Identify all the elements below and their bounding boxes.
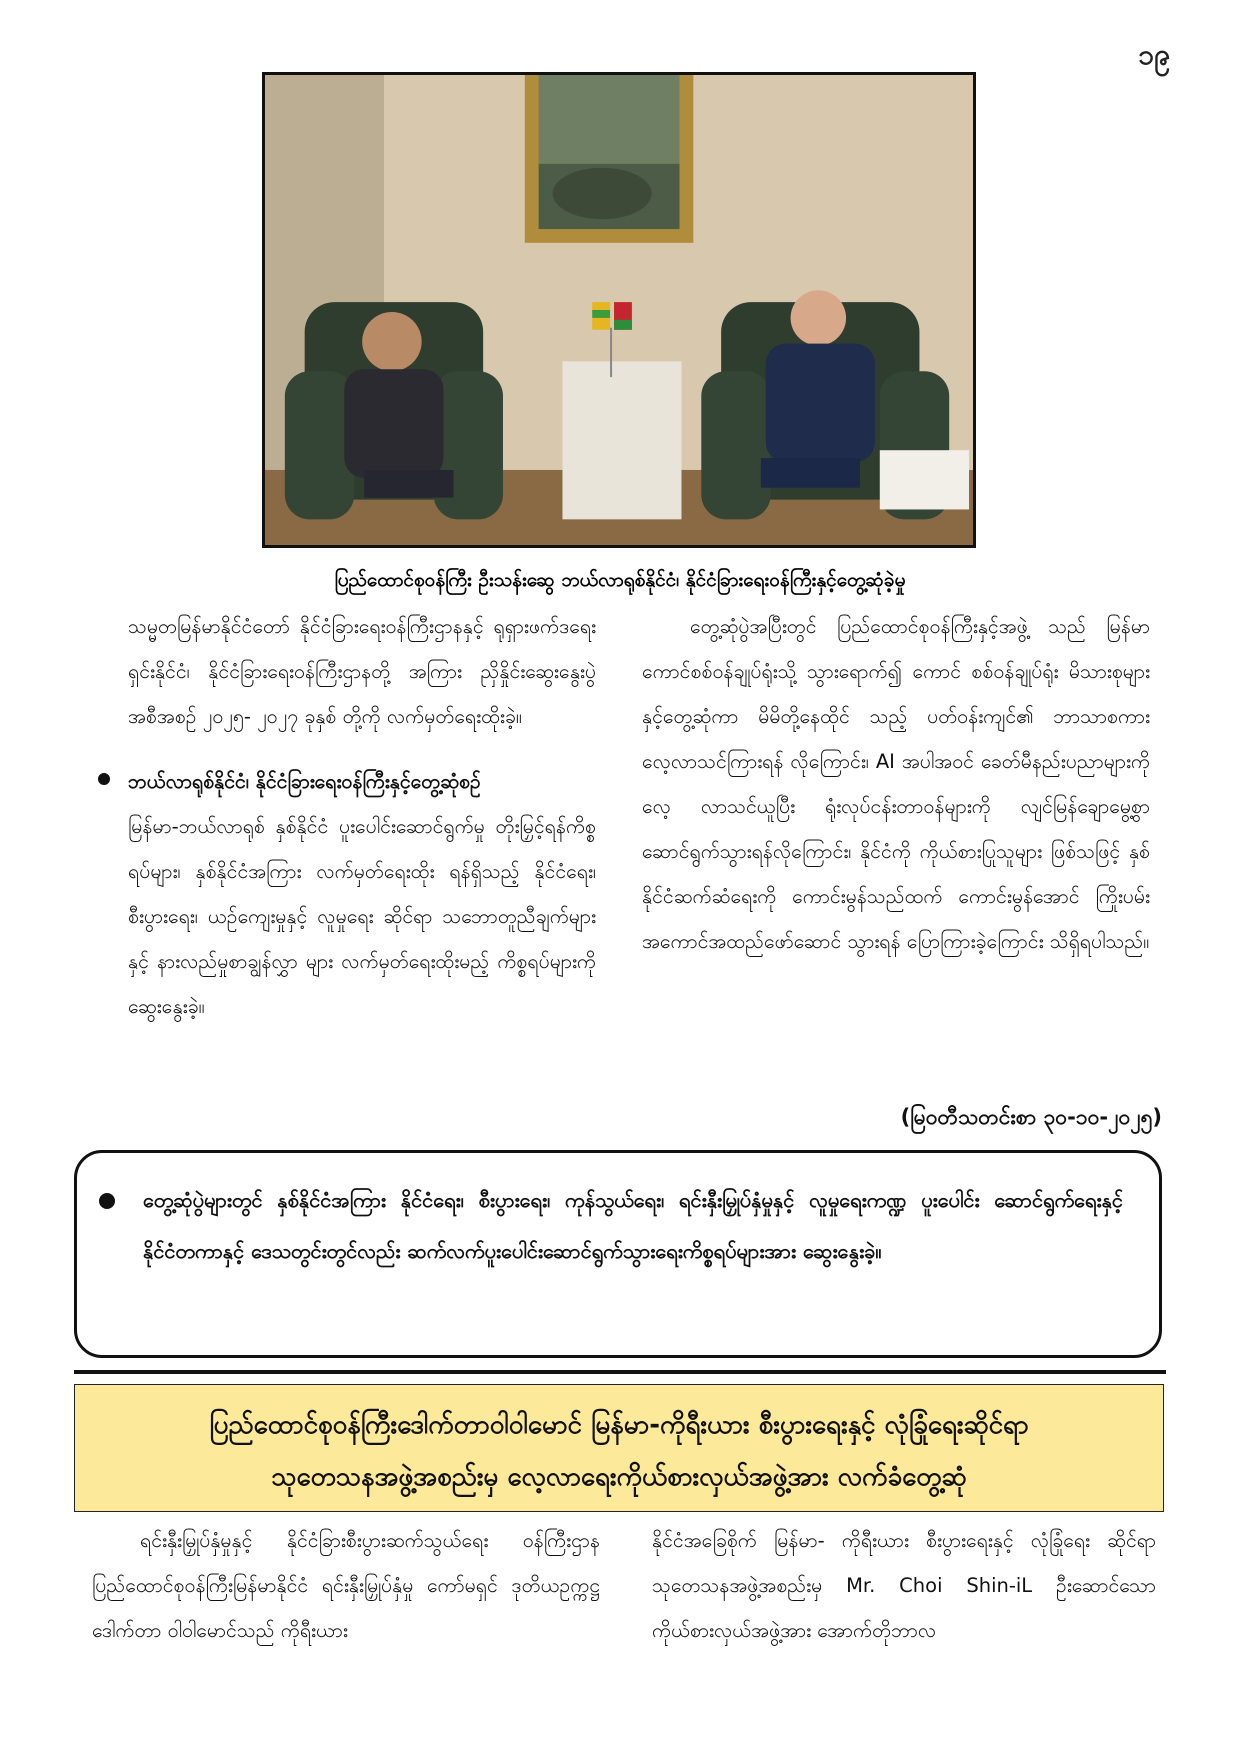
bottom-left-column (92, 1518, 600, 1653)
source-citation: (မြဝတီသတင်းစာ ၃၀-၁၀-၂၀၂၅) (900, 1105, 1162, 1129)
left-paragraph-1: သမ္မတမြန်မာနိုင်ငံတော် နိုင်ငံခြားရေးဝန်ကြီးဌာနနှင့် ရုရှားဖက်ဒရေးရှင်းနိုင်ငံ၊ နိုင်ငံခြားရေးဝန်ကြီးဌာနတို့ အကြား ညှိနှိုင်းဆွေးနွေးပွဲအစီအစဉ် ၂၀၂၅- ၂၀၂၇ ခုနှစ် တို့ကို လက်မှတ်ရေးထိုးခဲ့။ (128, 615, 596, 728)
article-headline (74, 1384, 1164, 1512)
right-paragraph-1: တွေ့ဆုံပွဲအပြီးတွင် ပြည်ထောင်စုဝန်ကြီးနှင့်အဖွဲ့ သည် မြန်မာကောင်စစ်ဝန်ချုပ်ရုံးသို့ သွားရောက်၍ ကောင် စစ်ဝန်ချုပ်ရုံး မိသားစုများနှင့်တွေ့ဆုံကာ မိမိတို့နေထိုင် သည့် ပတ်ဝန်းကျင်၏ ဘာသာစကားလေ့လာသင်ကြားရန် လိုကြောင်း၊ AI အပါအဝင် ခေတ်မီနည်းပညာများကို လေ့ လာသင်ယူပြီး ရုံးလုပ်ငန်းတာဝန်များကို လျင်မြန်ချောမွေ့စွာ ဆောင်ရွက်သွားရန်လိုကြောင်း၊ နိုင်ငံကို ကိုယ်စားပြုသူများ ဖြစ်သဖြင့် နှစ်နိုင်ငံဆက်ဆံရေးကို ကောင်းမွန်သည်ထက် ကောင်းမွန်အောင် ကြိုးပမ်းအကောင်အထည်ဖော်ဆောင် သွားရန် ပြောကြားခဲ့ကြောင်း သိရှိရပါသည်။ (642, 615, 1150, 953)
bullet-icon (99, 1193, 115, 1209)
right-column (642, 604, 1150, 964)
meeting-photo (262, 72, 976, 548)
bullet-heading: ဘယ်လာရုစ်နိုင်ငံ၊ နိုင်ငံခြားရေးဝန်ကြီးနှင့်တွေ့ဆုံစဉ် (128, 770, 481, 793)
headline-line-2: သုတေသနအဖွဲ့အစည်းမှ လေ့လာရေးကိုယ်စားလှယ်အဖွဲ့အား လက်ခံတွေ့ဆုံ (271, 1462, 967, 1492)
headline-line-1: ပြည်ထောင်စုဝန်ကြီးဒေါက်တာဝါဝါမောင် မြန်မာ-ကိုရီးယား စီးပွားရေးနှင့် လုံခြုံရေးဆိုင်ရာ (209, 1410, 1029, 1440)
bottom-left-paragraph: ရင်းနှီးမြှုပ်နှံမှုနှင့် နိုင်ငံခြားစီးပွားဆက်သွယ်ရေး ဝန်ကြီးဌာန ပြည်ထောင်စုဝန်ကြီးမြန်မာနိုင်ငံ ရင်းနှီးမြှုပ်နှံမှု ကော်မရှင် ဒုတိယဥက္ကဋ္ဌ ဒေါက်တာ ဝါဝါမောင်သည် ကိုရီးယား (92, 1529, 600, 1642)
section-divider (74, 1370, 1166, 1374)
photo-caption: ပြည်ထောင်စုဝန်ကြီး ဦးသန်းဆွေ ဘယ်လာရုစ်နိုင်ငံ၊ နိုင်ငံခြားရေးဝန်ကြီးနှင့်တွေ့ဆုံခဲ့မှု (334, 569, 906, 591)
bullet-body: မြန်မာ-ဘယ်လာရုစ် နှစ်နိုင်ငံ ပူးပေါင်းဆောင်ရွက်မှု တိုးမြှင့်ရန်ကိစ္စရပ်များ၊ နှစ်နိုင်ငံအကြား လက်မှတ်ရေးထိုး ရန်ရှိသည့် နိုင်ငံရေး၊ စီးပွားရေး၊ ယဉ်ကျေးမှုနှင့် လူမှုရေး ဆိုင်ရာ သဘောတူညီချက်များနှင့် နားလည်မှုစာချွန်လွှာ များ လက်မှတ်ရေးထိုးမည့် ကိစ္စရပ်များကို ဆွေးနွေးခဲ့။ (128, 815, 596, 1018)
highlight-box (74, 1150, 1162, 1358)
bottom-right-paragraph: နိုင်ငံအခြေစိုက် မြန်မာ- ကိုရီးယား စီးပွားရေးနှင့် လုံခြုံရေး ဆိုင်ရာ သုတေသနအဖွဲ့အစည်းမှ Mr. Choi Shin-iL ဦးဆောင်သော ကိုယ်စားလှယ်အဖွဲ့အား အောက်တိုဘာလ (652, 1529, 1156, 1642)
meeting-photo-icon (265, 75, 973, 545)
bullet-section (128, 759, 596, 1029)
bullet-icon (98, 773, 110, 785)
page-number: ၁၉ (1138, 38, 1170, 71)
bottom-right-column (652, 1518, 1156, 1653)
highlight-text: တွေ့ဆုံပွဲများတွင် နှစ်နိုင်ငံအကြား နိုင်ငံရေး၊ စီးပွားရေး၊ ကုန်သွယ်ရေး၊ ရင်းနှီးမြှုပ်နှံမှုနှင့် လူမှုရေးကဏ္ဍ ပူးပေါင်း ဆောင်ရွက်ရေးနှင့် နိုင်ငံတကာနှင့် ဒေသတွင်းတွင်လည်း ဆက်လက်ပူးပေါင်းဆောင်ရွက်သွားရေးကိစ္စရပ်များအား ဆွေးနွေးခဲ့။ (143, 1188, 1123, 1263)
left-column (128, 604, 596, 1029)
